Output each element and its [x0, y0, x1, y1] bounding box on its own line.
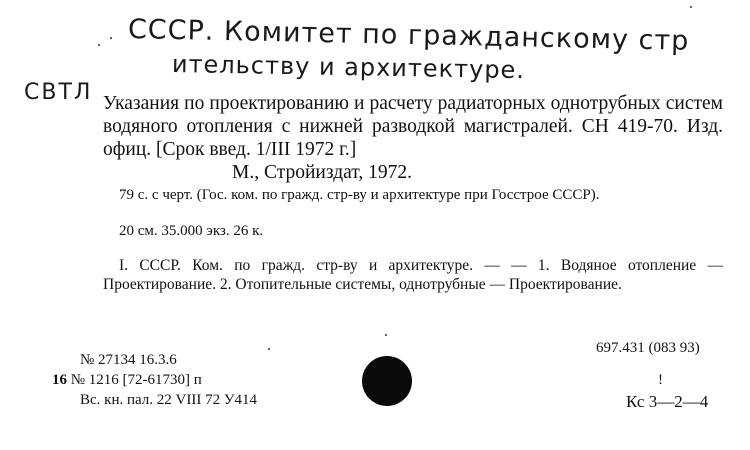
- size-and-print-run: 20 см. 35.000 экз. 26 к.: [119, 223, 264, 239]
- registration-prefix: 16: [52, 372, 67, 388]
- registration-number: № 1216 [72-61730] п: [70, 372, 202, 388]
- handwritten-line-2: ительству и архитектуре.: [171, 50, 526, 85]
- price-code: Кс 3—2—4: [626, 392, 709, 411]
- publisher: М., Стройиздат, 1972.: [232, 162, 412, 183]
- handwritten-line-1: СССР. Комитет по гражданскому стр: [127, 14, 690, 57]
- entry-title: Указания по проектированию и расчету радиаторных однотрубных систем водяного отопления с нижней разводкой магистралей. СН 419-70. Изд. офиц. [Срок введ. 1/III 1972 г.]: [103, 93, 723, 160]
- speck: [385, 334, 387, 336]
- main-entry: [103, 92, 723, 161]
- card-number: № 27134 16.3.6: [80, 352, 177, 368]
- physical-description: 79 с. с черт. (Гос. ком. по гражд. стр-ву и архитектуре при Госстрое СССР).: [119, 187, 600, 203]
- udc-code: 697.431 (083 93): [596, 340, 700, 356]
- speck: [98, 44, 100, 46]
- speck: [110, 37, 112, 39]
- registration-number-line: [52, 372, 202, 389]
- speck: [268, 348, 270, 350]
- punch-hole: [362, 356, 412, 406]
- speck: [690, 6, 692, 8]
- handwritten-code: СВТЛ: [24, 80, 93, 105]
- udc-mark: !: [658, 372, 663, 388]
- subject-tracing: I. СССР. Ком. по гражд. стр-ву и архитектуре. — — 1. Водяное отопление — Проектирование. 2. Отопительные системы, однотрубные — Проектирование.: [103, 257, 723, 293]
- chamber-record: Вс. кн. пал. 22 VIII 72 У414: [80, 392, 257, 408]
